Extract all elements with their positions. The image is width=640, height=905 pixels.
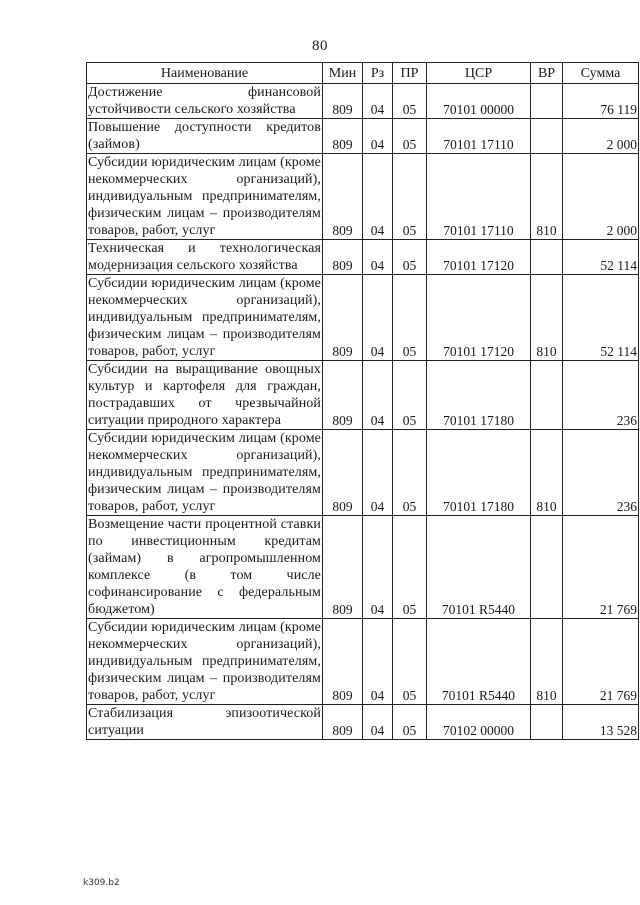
table-row bbox=[87, 705, 639, 740]
row-vr bbox=[531, 361, 563, 430]
table-row bbox=[87, 119, 639, 154]
row-vr bbox=[531, 84, 563, 119]
row-csr: 70101 00000 bbox=[427, 84, 531, 119]
row-csr: 70101 17180 bbox=[427, 430, 531, 516]
header-sum: Сумма bbox=[563, 63, 639, 84]
row-rz: 04 bbox=[363, 516, 393, 619]
row-name: Субсидии юридическим лицам (кроме некоммерческих организаций), индивидуальным предпринимателям, физическим лицам – производителям товаров, работ, услуг bbox=[88, 431, 321, 514]
row-pr: 05 bbox=[393, 119, 427, 154]
row-sum: 2 000 bbox=[563, 154, 639, 240]
row-pr: 05 bbox=[393, 516, 427, 619]
row-pr: 05 bbox=[393, 430, 427, 516]
row-vr bbox=[531, 240, 563, 275]
table-row bbox=[87, 516, 639, 619]
row-sum: 2 000 bbox=[563, 119, 639, 154]
header-csr: ЦСР bbox=[427, 63, 531, 84]
row-min: 809 bbox=[323, 361, 363, 430]
row-min: 809 bbox=[323, 84, 363, 119]
row-vr bbox=[531, 516, 563, 619]
budget-table bbox=[86, 62, 639, 740]
row-name: Стабилизация эпизоотической ситуации bbox=[88, 706, 321, 738]
row-rz: 04 bbox=[363, 430, 393, 516]
row-vr bbox=[531, 705, 563, 740]
page-number: 80 bbox=[312, 38, 328, 54]
header-min: Мин bbox=[323, 63, 363, 84]
row-sum: 52 114 bbox=[563, 240, 639, 275]
row-sum: 21 769 bbox=[563, 516, 639, 619]
row-name: Субсидии юридическим лицам (кроме некоммерческих организаций), индивидуальным предпринимателям, физическим лицам – производителям товаров, работ, услуг bbox=[88, 276, 321, 359]
row-min: 809 bbox=[323, 619, 363, 705]
table-row bbox=[87, 619, 639, 705]
row-name: Повышение доступности кредитов (займов) bbox=[88, 120, 321, 152]
row-pr: 05 bbox=[393, 705, 427, 740]
row-pr: 05 bbox=[393, 240, 427, 275]
row-csr: 70101 17180 bbox=[427, 361, 531, 430]
table-row bbox=[87, 240, 639, 275]
row-rz: 04 bbox=[363, 240, 393, 275]
row-name: Достижение финансовой устойчивости сельского хозяйства bbox=[88, 85, 321, 117]
row-rz: 04 bbox=[363, 361, 393, 430]
row-rz: 04 bbox=[363, 275, 393, 361]
row-rz: 04 bbox=[363, 619, 393, 705]
row-rz: 04 bbox=[363, 119, 393, 154]
table-row bbox=[87, 154, 639, 240]
row-vr: 810 bbox=[531, 154, 563, 240]
row-name: Субсидии юридическим лицам (кроме некоммерческих организаций), индивидуальным предпринимателям, физическим лицам – производителям товаров, работ, услуг bbox=[88, 155, 321, 238]
row-vr: 810 bbox=[531, 430, 563, 516]
table-row bbox=[87, 84, 639, 119]
row-pr: 05 bbox=[393, 361, 427, 430]
row-vr: 810 bbox=[531, 275, 563, 361]
row-min: 809 bbox=[323, 154, 363, 240]
row-min: 809 bbox=[323, 516, 363, 619]
row-rz: 04 bbox=[363, 84, 393, 119]
footer-code: k309.b2 bbox=[83, 878, 120, 888]
header-rz: Рз bbox=[363, 63, 393, 84]
row-min: 809 bbox=[323, 240, 363, 275]
row-min: 809 bbox=[323, 705, 363, 740]
row-csr: 70101 17120 bbox=[427, 275, 531, 361]
row-pr: 05 bbox=[393, 84, 427, 119]
row-pr: 05 bbox=[393, 275, 427, 361]
row-csr: 70101 17120 bbox=[427, 240, 531, 275]
row-name: Возмещение части процентной ставки по инвестиционным кредитам (займам) в агропромышленном комплексе (в том числе софинансирование с федеральным бюджетом) bbox=[88, 517, 321, 617]
table-row bbox=[87, 275, 639, 361]
row-pr: 05 bbox=[393, 154, 427, 240]
row-sum: 52 114 bbox=[563, 275, 639, 361]
row-rz: 04 bbox=[363, 705, 393, 740]
row-min: 809 bbox=[323, 275, 363, 361]
table-row bbox=[87, 361, 639, 430]
row-csr: 70102 00000 bbox=[427, 705, 531, 740]
row-name: Субсидии на выращивание овощных культур и картофеля для граждан, пострадавших от чрезвычайной ситуации природного характера bbox=[88, 362, 321, 428]
row-name: Субсидии юридическим лицам (кроме некоммерческих организаций), индивидуальным предпринимателям, физическим лицам – производителям товаров, работ, услуг bbox=[88, 620, 321, 703]
header-pr: ПР bbox=[393, 63, 427, 84]
row-csr: 70101 R5440 bbox=[427, 619, 531, 705]
row-csr: 70101 17110 bbox=[427, 154, 531, 240]
row-vr bbox=[531, 119, 563, 154]
row-sum: 236 bbox=[563, 361, 639, 430]
table-header-row bbox=[87, 63, 639, 84]
row-rz: 04 bbox=[363, 154, 393, 240]
row-name: Техническая и технологическая модернизация сельского хозяйства bbox=[88, 241, 321, 273]
row-pr: 05 bbox=[393, 619, 427, 705]
row-min: 809 bbox=[323, 430, 363, 516]
row-csr: 70101 R5440 bbox=[427, 516, 531, 619]
row-csr: 70101 17110 bbox=[427, 119, 531, 154]
row-sum: 76 119 bbox=[563, 84, 639, 119]
row-vr: 810 bbox=[531, 619, 563, 705]
row-sum: 13 528 bbox=[563, 705, 639, 740]
row-sum: 236 bbox=[563, 430, 639, 516]
row-sum: 21 769 bbox=[563, 619, 639, 705]
table-row bbox=[87, 430, 639, 516]
header-name: Наименование bbox=[87, 63, 323, 84]
header-vr: ВР bbox=[531, 63, 563, 84]
row-min: 809 bbox=[323, 119, 363, 154]
